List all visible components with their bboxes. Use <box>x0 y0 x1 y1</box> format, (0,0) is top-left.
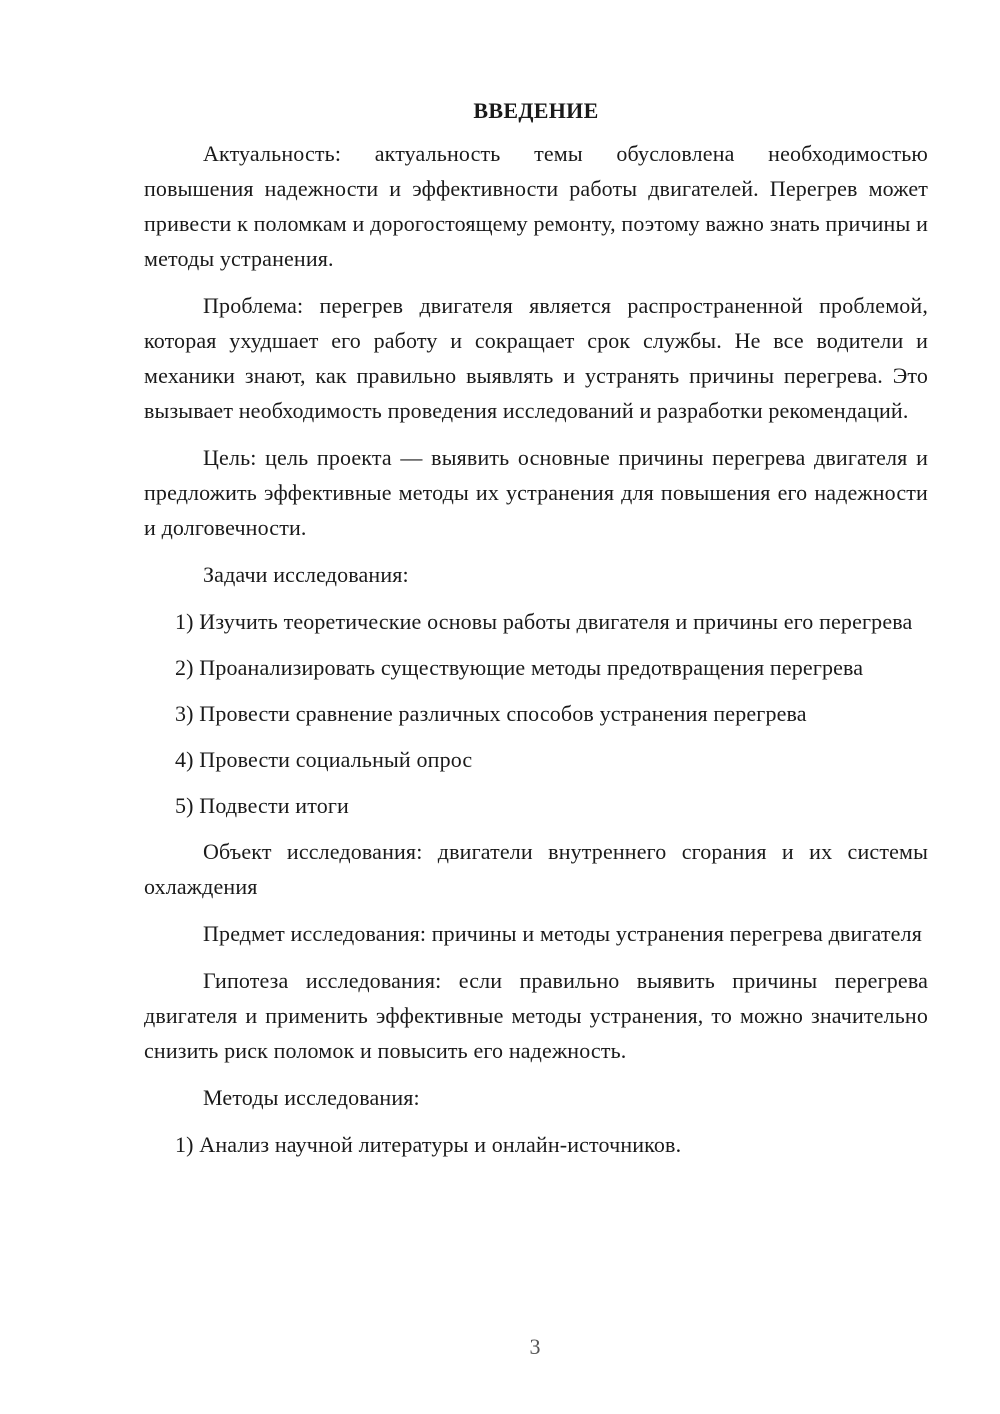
tasks-heading: Задачи исследования: <box>203 562 409 587</box>
task-item-4: 4) Провести социальный опрос <box>175 747 473 772</box>
paragraph-object: Объект исследования: двигатели внутреннего сгорания и их системы охлаждения <box>144 839 928 899</box>
page-number: 3 <box>529 1334 541 1359</box>
paragraph-problem: Проблема: перегрев двигателя является распространенной проблемой, которая ухудшает его работу и сокращает срок службы. Не все водители и механики знают, как правильно выявлять и устранять причины перегрева. Это вызывает необходимость проведения исследований и разработки рекомендаций. <box>144 293 928 423</box>
paragraph-subject: Предмет исследования: причины и методы устранения перегрева двигателя <box>203 921 922 946</box>
paragraph-hypothesis: Гипотеза исследования: если правильно выявить причины перегрева двигателя и применить эффективные методы устранения, то можно значительно снизить риск поломок и повысить его надежность. <box>144 968 928 1063</box>
methods-heading: Методы исследования: <box>203 1085 420 1110</box>
paragraph-goal: Цель: цель проекта — выявить основные причины перегрева двигателя и предложить эффективные методы их устранения для повышения его надежности и долговечности. <box>144 445 928 540</box>
section-title: ВВЕДЕНИЕ <box>473 98 599 123</box>
task-item-3: 3) Провести сравнение различных способов устранения перегрева <box>175 701 807 726</box>
method-item-1: 1) Анализ научной литературы и онлайн-источников. <box>175 1132 682 1157</box>
paragraph-relevance: Актуальность: актуальность темы обусловлена необходимостью повышения надежности и эффективности работы двигателей. Перегрев может привести к поломкам и дорогостоящему ремонту, поэтому важно знать причины и методы устранения. <box>144 141 928 271</box>
task-item-2: 2) Проанализировать существующие методы предотвращения перегрева <box>175 655 864 680</box>
task-item-1: 1) Изучить теоретические основы работы двигателя и причины его перегрева <box>175 609 913 634</box>
document-page <box>144 96 928 1296</box>
task-item-5: 5) Подвести итоги <box>175 793 349 818</box>
